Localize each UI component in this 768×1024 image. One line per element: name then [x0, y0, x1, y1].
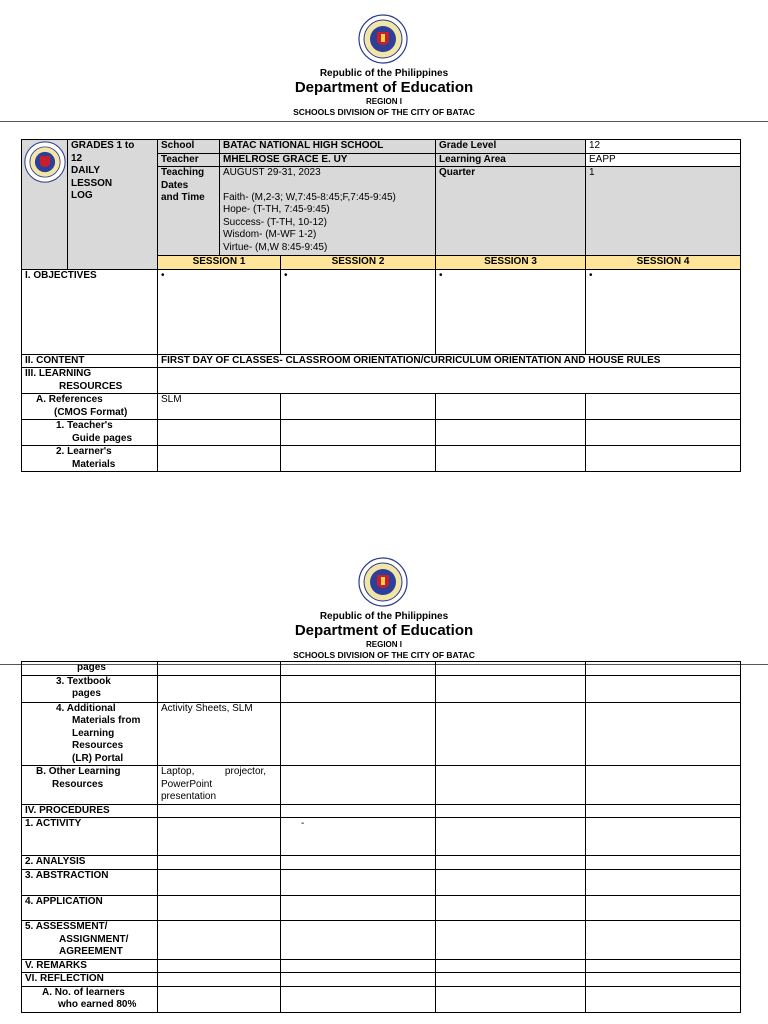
session-1-header: SESSION 1 — [158, 256, 281, 270]
procedures-label: IV. PROCEDURES — [22, 804, 158, 818]
analysis-label: 2. ANALYSIS — [22, 856, 158, 870]
references-session-2 — [281, 394, 436, 420]
school-logo-cell — [22, 140, 68, 270]
pages-continued-session-3 — [436, 662, 586, 676]
reflection-session-4 — [586, 973, 741, 987]
grade-level-label: Grade Level — [436, 140, 586, 154]
assessment-session-4 — [586, 921, 741, 960]
pages-continued-session-1 — [158, 662, 281, 676]
application-session-3 — [436, 896, 586, 921]
session-4-header: SESSION 4 — [586, 256, 741, 270]
learners-materials-session-2 — [281, 446, 436, 472]
abstraction-session-3 — [436, 870, 586, 896]
teacher-label: Teacher — [158, 153, 220, 167]
learning-resources-value — [158, 368, 741, 394]
log-title: GRADES 1 to 12 DAILY LESSON LOG — [68, 140, 158, 270]
textbook-session-3 — [436, 675, 586, 702]
objectives-session-3: • — [436, 269, 586, 354]
reflection-label: VI. REFLECTION — [22, 973, 158, 987]
additional-materials-session-3 — [436, 702, 586, 766]
quarter-value: 1 — [586, 167, 741, 256]
quarter-label: Quarter — [436, 167, 586, 256]
activity-session-1 — [158, 818, 281, 856]
textbook-session-1 — [158, 675, 281, 702]
content-value: FIRST DAY OF CLASSES- CLASSROOM ORIENTATION/CURRICULUM ORIENTATION AND HOUSE RULES — [158, 354, 741, 368]
assessment-session-3 — [436, 921, 586, 960]
teachers-guide-session-1 — [158, 420, 281, 446]
abstraction-session-4 — [586, 870, 741, 896]
other-learning-resources-session-1: Laptop, projector, PowerPoint presentation — [158, 766, 281, 805]
deped-seal-logo-page-2 — [358, 557, 408, 607]
content-label: II. CONTENT — [22, 354, 158, 368]
learning-area-label: Learning Area — [436, 153, 586, 167]
analysis-session-2 — [281, 856, 436, 870]
learners-80-session-2 — [281, 986, 436, 1012]
abstraction-session-1 — [158, 870, 281, 896]
analysis-session-3 — [436, 856, 586, 870]
pages-continued-session-2 — [281, 662, 436, 676]
grade-level-value: 12 — [586, 140, 741, 154]
teachers-guide-session-4 — [586, 420, 741, 446]
header-rule — [0, 121, 768, 122]
assessment-label: 5. ASSESSMENT/ ASSIGNMENT/ AGREEMENT — [22, 921, 158, 960]
textbook-session-2 — [281, 675, 436, 702]
header-department-page-2: Department of Education — [294, 622, 474, 639]
header-republic-page-2: Republic of the Philippines — [319, 611, 449, 622]
objectives-session-1: • — [158, 269, 281, 354]
application-label: 4. APPLICATION — [22, 896, 158, 921]
learners-materials-session-4 — [586, 446, 741, 472]
references-session-4 — [586, 394, 741, 420]
activity-session-3 — [436, 818, 586, 856]
activity-session-2: - — [281, 818, 436, 856]
objectives-session-2: • — [281, 269, 436, 354]
daily-lesson-log-table-continued — [21, 661, 741, 1013]
additional-materials-session-2 — [281, 702, 436, 766]
abstraction-session-2 — [281, 870, 436, 896]
teaching-dates-label: Teaching Dates and Time — [158, 167, 220, 256]
teachers-guide-session-2 — [281, 420, 436, 446]
reflection-session-1 — [158, 973, 281, 987]
abstraction-label: 3. ABSTRACTION — [22, 870, 158, 896]
learners-80-session-3 — [436, 986, 586, 1012]
learning-resources-label: III. LEARNING RESOURCES — [22, 368, 158, 394]
additional-materials-session-1: Activity Sheets, SLM — [158, 702, 281, 766]
textbook-pages-label: 3. Textbook pages — [22, 675, 158, 702]
application-session-2 — [281, 896, 436, 921]
daily-lesson-log-table — [21, 139, 741, 472]
learners-80-label: A. No. of learners who earned 80% — [22, 986, 158, 1012]
pages-continued-session-4 — [586, 662, 741, 676]
analysis-session-1 — [158, 856, 281, 870]
learners-materials-session-1 — [158, 446, 281, 472]
application-session-4 — [586, 896, 741, 921]
references-label: A. References (CMOS Format) — [22, 394, 158, 420]
other-learning-resources-label: B. Other Learning Resources — [22, 766, 158, 805]
remarks-session-3 — [436, 959, 586, 973]
procedures-session-1 — [158, 804, 281, 818]
learners-80-session-4 — [586, 986, 741, 1012]
activity-label: 1. ACTIVITY — [22, 818, 158, 856]
learners-materials-label: 2. Learner's Materials — [22, 446, 158, 472]
assessment-session-1 — [158, 921, 281, 960]
references-session-1: SLM — [158, 394, 281, 420]
additional-materials-session-4 — [586, 702, 741, 766]
teachers-guide-label: 1. Teacher's Guide pages — [22, 420, 158, 446]
procedures-session-3 — [436, 804, 586, 818]
pages-continued-label: pages — [22, 662, 158, 676]
learners-80-session-1 — [158, 986, 281, 1012]
application-session-1 — [158, 896, 281, 921]
other-learning-resources-session-4 — [586, 766, 741, 805]
other-learning-resources-session-3 — [436, 766, 586, 805]
other-learning-resources-session-2 — [281, 766, 436, 805]
additional-materials-label: 4. Additional Materials from Learning Resources (LR) Portal — [22, 702, 158, 766]
school-seal-logo — [24, 141, 66, 183]
school-value: BATAC NATIONAL HIGH SCHOOL — [220, 140, 436, 154]
deped-seal-logo — [358, 14, 408, 64]
header-republic: Republic of the Philippines — [319, 68, 449, 79]
header-division-page-2: SCHOOLS DIVISION OF THE CITY OF BATAC — [293, 650, 475, 660]
reflection-session-3 — [436, 973, 586, 987]
objectives-session-4: • — [586, 269, 741, 354]
header-region-page-2: REGION I — [365, 640, 402, 649]
header-region: REGION I — [365, 97, 402, 106]
header-division: SCHOOLS DIVISION OF THE CITY OF BATAC — [293, 107, 475, 117]
references-session-3 — [436, 394, 586, 420]
session-2-header: SESSION 2 — [281, 256, 436, 270]
procedures-session-2 — [281, 804, 436, 818]
learners-materials-session-3 — [436, 446, 586, 472]
learning-area-value: EAPP — [586, 153, 741, 167]
remarks-session-4 — [586, 959, 741, 973]
remarks-session-2 — [281, 959, 436, 973]
assessment-session-2 — [281, 921, 436, 960]
remarks-session-1 — [158, 959, 281, 973]
teachers-guide-session-3 — [436, 420, 586, 446]
textbook-session-4 — [586, 675, 741, 702]
header-department: Department of Education — [294, 79, 474, 96]
teaching-dates-value: AUGUST 29-31, 2023 Faith- (M,2-3; W,7:45-8:45;F,7:45-9:45) Hope- (T-TH, 7:45-9:45) Success- (T-TH, 10-12) Wisdom- (M-WF 1-2) Virtue- (M,W 8:45-9:45) — [220, 167, 436, 256]
analysis-session-4 — [586, 856, 741, 870]
remarks-label: V. REMARKS — [22, 959, 158, 973]
reflection-session-2 — [281, 973, 436, 987]
school-label: School — [158, 140, 220, 154]
session-3-header: SESSION 3 — [436, 256, 586, 270]
activity-session-4 — [586, 818, 741, 856]
procedures-session-4 — [586, 804, 741, 818]
teacher-value: MHELROSE GRACE E. UY — [220, 153, 436, 167]
objectives-label: I. OBJECTIVES — [22, 269, 158, 354]
